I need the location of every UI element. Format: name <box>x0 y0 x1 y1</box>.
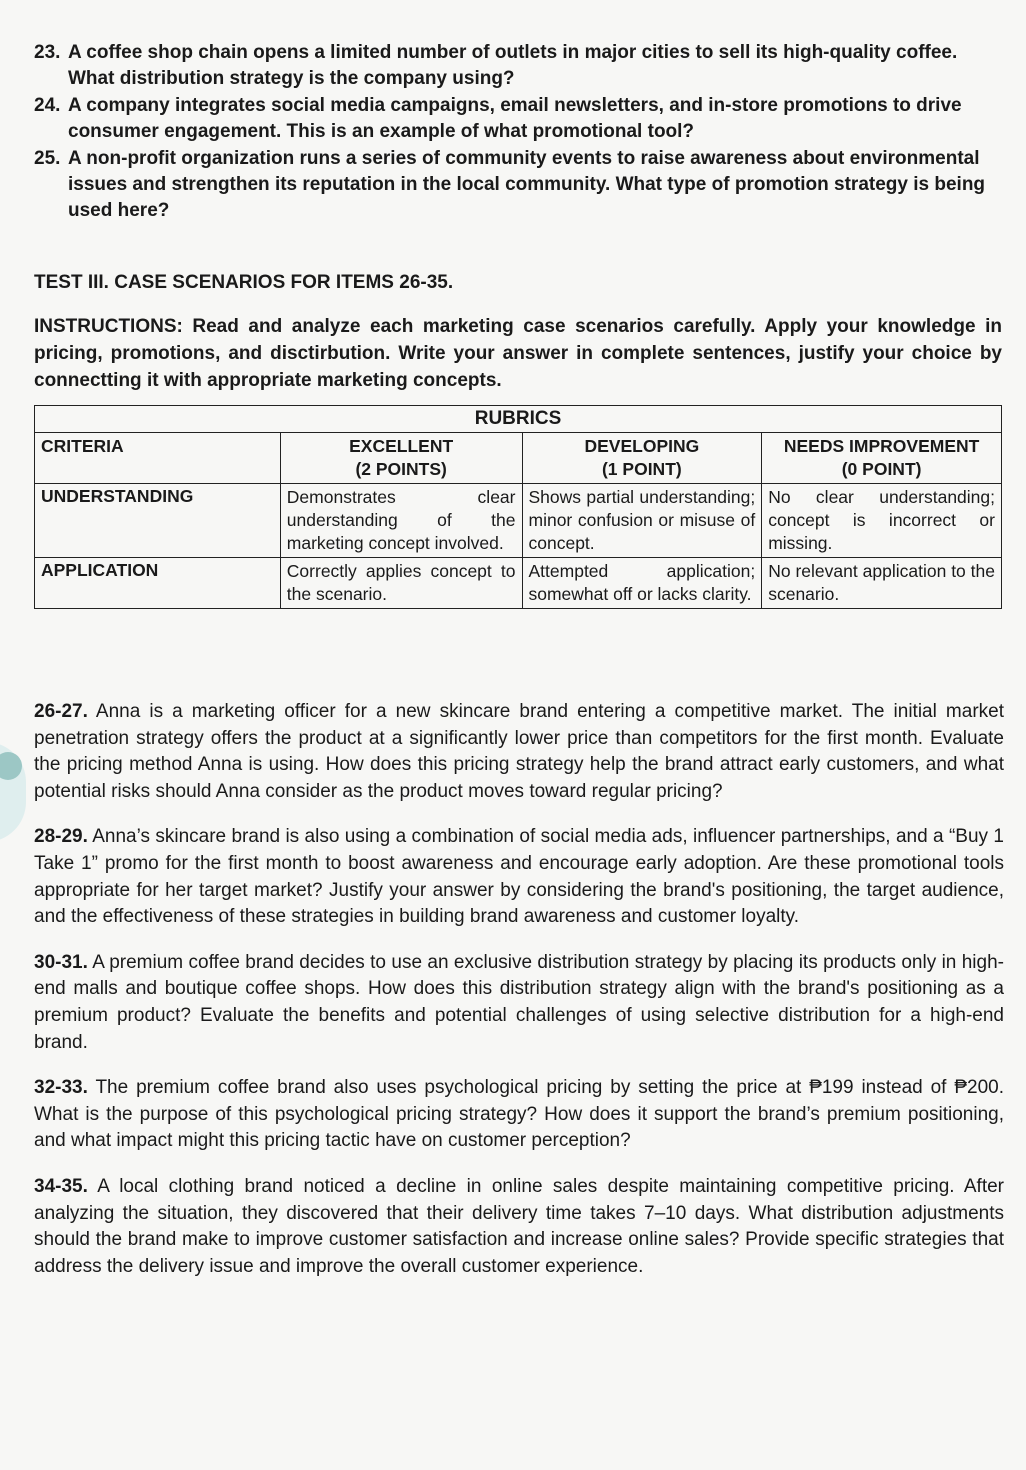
needs-improvement-points: (0 POINT) <box>841 459 922 479</box>
criteria-cell: UNDERSTANDING <box>35 484 281 558</box>
question-item-25 <box>34 146 1004 224</box>
rubric-table <box>34 405 1002 609</box>
needs-improvement-cell: No relevant application to the scenario. <box>762 558 1002 609</box>
case-number: 32-33. <box>34 1077 88 1099</box>
excellent-points: (2 POINTS) <box>355 459 447 479</box>
needs-improvement-label: NEEDS IMPROVEMENT <box>783 436 980 456</box>
instructions: INSTRUCTIONS: Read and analyze each marketing case scenarios carefully. Apply your knowledge in pricing, promotions, and disctirbution. Write your answer in complete sentences, justify your choice by connectting it with appropriate marketing concepts. <box>34 316 1002 391</box>
case-number: 30-31. <box>34 951 88 973</box>
question-number: 24. <box>34 95 61 116</box>
case-text: Anna is a marketing officer for a new skincare brand entering a competitive market. The initial market penetration strategy offers the product at a significantly lower price than competitors for the first month. Evaluate the pricing method Anna is using. How does this pricing strategy help the brand attract early customers, and what potential risks should Anna consider as the product moves toward regular pricing? <box>34 701 1004 802</box>
case-text: A premium coffee brand decides to use an exclusive distribution strategy by placing its products only in high-end malls and boutique coffee shops. How does this distribution strategy align with the brand's positioning as a premium product? Evaluate the benefits and potential challenges of using selective distribution for a high-end brand. <box>34 951 1004 1053</box>
case-text: The premium coffee brand also uses psychological pricing by setting the price at ₱199 instead of ₱200. What is the purpose of this psychological pricing strategy? How does it support the brand’s premium positioning, and what impact might this pricing tactic have on customer perception? <box>34 1077 1005 1152</box>
excellent-cell: Demonstrates clear understanding of the marketing concept involved. <box>280 484 522 558</box>
criteria-header: CRITERIA <box>35 433 281 484</box>
test-heading: TEST III. CASE SCENARIOS FOR ITEMS 26-35. <box>34 272 454 293</box>
case-number: 34-35. <box>34 1175 88 1197</box>
question-text: A non-profit organization runs a series of community events to raise awareness about environmental issues and strengthen its reputation in the local community. What type of promotion strategy is being used here? <box>68 148 986 221</box>
excellent-label: EXCELLENT <box>349 436 454 456</box>
case-item <box>34 950 1004 1056</box>
table-row <box>35 558 1002 609</box>
developing-cell: Attempted application; somewhat off or lacks clarity. <box>522 558 762 609</box>
question-number: 23. <box>34 42 61 63</box>
developing-cell: Shows partial understanding; minor confusion or misuse of concept. <box>522 484 762 558</box>
question-number: 25. <box>34 148 61 169</box>
needs-improvement-header <box>762 433 1002 484</box>
developing-label: DEVELOPING <box>584 436 700 456</box>
developing-points: (1 POINT) <box>601 459 682 479</box>
excellent-cell: Correctly applies concept to the scenario. <box>280 558 522 609</box>
question-item-24 <box>34 93 1004 145</box>
case-item <box>34 699 1004 805</box>
case-number: 26-27. <box>34 701 88 722</box>
case-item <box>34 1174 1004 1280</box>
case-text: Anna’s skincare brand is also using a combination of social media ads, influencer partnerships, and a “Buy 1 Take 1” promo for the first month to boost awareness and encourage early adoption. Are these promotional tools appropriate for her target market? Justify your answer by considering the brand's positioning, the target audience, and the effectiveness of these strategies in building brand awareness and customer loyalty. <box>34 826 1004 928</box>
case-item <box>34 1075 1004 1155</box>
criteria-cell: APPLICATION <box>35 558 281 609</box>
developing-header <box>522 433 762 484</box>
table-row <box>35 484 1002 558</box>
excellent-header <box>280 433 522 484</box>
question-text: A company integrates social media campaigns, email newsletters, and in-store promotions to drive consumer engagement. This is an example of what promotional tool? <box>68 95 962 142</box>
question-text: A coffee shop chain opens a limited number of outlets in major cities to sell its high-quality coffee. What distribution strategy is the company using? <box>68 42 958 89</box>
needs-improvement-cell: No clear understanding; concept is incorrect or missing. <box>762 484 1002 558</box>
question-item-23 <box>34 40 1004 92</box>
question-list <box>34 40 1004 225</box>
rubric-title: RUBRICS <box>35 406 1002 433</box>
case-number: 28-29. <box>34 826 88 848</box>
case-list <box>34 680 1004 1294</box>
case-item <box>34 824 1004 930</box>
case-text: A local clothing brand noticed a decline in online sales despite maintaining competitive pricing. After analyzing the situation, they discovered that their delivery time takes 7–10 days. What distribution adjustments should the brand make to improve customer satisfaction and increase online sales? Provide specific strategies that address the delivery issue and improve the overall customer experience. <box>34 1175 1004 1277</box>
